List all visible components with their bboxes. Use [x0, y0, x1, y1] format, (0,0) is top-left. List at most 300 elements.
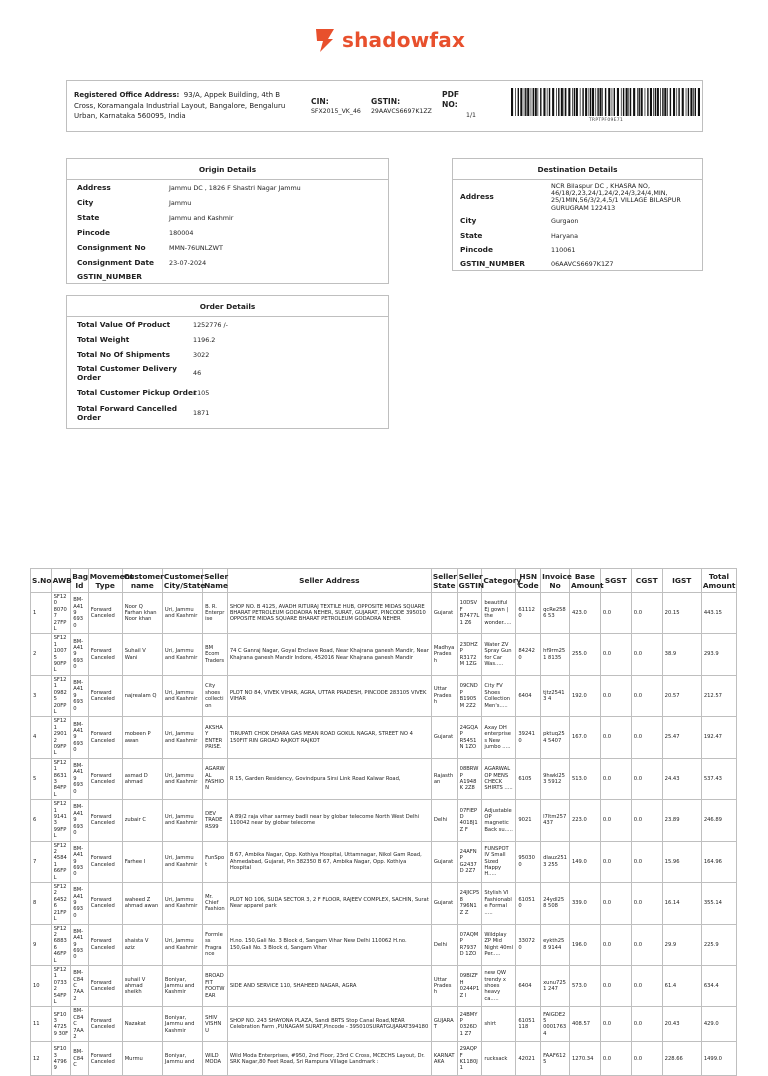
table-cell: Uri, Jammu and Kashmir	[162, 758, 202, 799]
table-cell: 429.0	[701, 1007, 736, 1042]
table-cell: 24.43	[662, 758, 701, 799]
barcode-bar	[605, 88, 606, 116]
table-row	[31, 1007, 737, 1042]
barcode-bar	[511, 88, 513, 116]
table-cell: R 15, Garden Residency, Govindpura Sirsi Link Road Kalwar Road,	[227, 758, 431, 799]
barcode-bar	[637, 88, 638, 116]
barcode-bar	[612, 88, 613, 116]
table-cell: Murmu	[122, 1042, 162, 1076]
table-cell: 61.4	[662, 965, 701, 1006]
table-cell: Forward Canceled	[88, 758, 122, 799]
table-cell: SF120 80707 27FPL	[51, 593, 71, 634]
table-cell: 6404	[516, 675, 541, 716]
barcode-bar	[590, 88, 591, 116]
table-cell: 167.0	[569, 717, 600, 758]
table-cell: 6	[31, 800, 52, 841]
destination-value: Haryana	[551, 232, 579, 240]
origin-value: 180004	[169, 229, 194, 237]
table-cell: 0.0	[631, 717, 662, 758]
table-row	[31, 758, 737, 799]
table-cell: Forward Canceled	[88, 634, 122, 675]
table-cell: rucksack	[482, 1042, 516, 1076]
table-cell: 228.66	[662, 1042, 701, 1076]
column-header: HSN Code	[516, 569, 541, 593]
barcode-bar	[673, 88, 675, 116]
barcode-bar	[547, 88, 548, 116]
table-cell: Wild Moda Enterprises, #950, 2nd Floor, 23rd C Cross, MCECHS Layout, Dr. SRK Nagar,80 Feet Road, Sri Rampura Village Landmark :	[227, 1042, 431, 1076]
barcode-bar	[633, 88, 635, 116]
table-cell: Delhi	[431, 800, 457, 841]
table-cell: dlauz2513 255	[541, 841, 570, 882]
table-cell: 3	[31, 675, 52, 716]
table-cell: 20.57	[662, 675, 701, 716]
table-cell: 0.0	[600, 1007, 631, 1042]
table-cell: 25.47	[662, 717, 701, 758]
table-cell: 6105	[516, 758, 541, 799]
table-cell: beautiful Ej gown | the wonder.....	[482, 593, 516, 634]
table-cell: Gujarat	[431, 841, 457, 882]
table-cell: Uri, Jammu and Kashmir	[162, 924, 202, 965]
table-cell: SF122 45841 66FPL	[51, 841, 71, 882]
table-row	[31, 841, 737, 882]
table-cell: 225.9	[701, 924, 736, 965]
barcode-bar	[698, 88, 700, 116]
table-cell: 23.89	[662, 800, 701, 841]
table-cell: AGARWAL FASHION	[203, 758, 228, 799]
table-cell: 0.0	[600, 634, 631, 675]
table-cell: 33072 0	[516, 924, 541, 965]
table-cell: hf9rm251 8135	[541, 634, 570, 675]
table-cell: 355.14	[701, 883, 736, 924]
table-cell: pktuq254 5407	[541, 717, 570, 758]
table-cell: 9hwkl253 5912	[541, 758, 570, 799]
table-row	[31, 924, 737, 965]
table-cell: BM-A419 6930	[71, 883, 89, 924]
table-row	[31, 883, 737, 924]
table-cell: 9021	[516, 800, 541, 841]
table-cell: 0.0	[631, 800, 662, 841]
table-cell: 5	[31, 758, 52, 799]
destination-key: Address	[460, 192, 494, 201]
table-cell: 573.0	[569, 965, 600, 1006]
barcode-bar	[690, 88, 692, 116]
destination-key: City	[460, 216, 477, 225]
barcode-bar	[617, 88, 619, 116]
table-cell: 39241 0	[516, 717, 541, 758]
table-cell: BM-A419 6930	[71, 634, 89, 675]
order-details-title: Order Details	[67, 296, 388, 317]
column-header: SGST	[600, 569, 631, 593]
table-cell: KARNATAKA	[431, 1042, 457, 1076]
gstin-value: 29AAVCS6697K1ZZ	[371, 108, 432, 115]
origin-details-title: Origin Details	[67, 159, 388, 180]
barcode-bar	[597, 88, 598, 116]
table-cell: Forward Canceled	[88, 593, 122, 634]
table-cell: PLOT NO 106, SUDA SECTOR 3, 2 F FLOOR, RAJEEV COMPLEX, SACHIN, Surat Near apparel park	[227, 883, 431, 924]
table-cell: Uri, Jammu and Kashmir	[162, 883, 202, 924]
order-key: Total Weight	[77, 335, 130, 344]
destination-value: NCR Bilaspur DC , KHASRA NO, 46/18/2,23,24/1,24/2,24/3,24/4,MIN, 25/1MIN,56/3/2,4,5/1 VILLAGE BILASPUR GURUGRAM 122413	[551, 182, 681, 212]
barcode-image	[511, 88, 701, 116]
table-cell: 10	[31, 965, 52, 1006]
table-cell: H.no. 150,Gali No. 3 Block d, Sangam Vihar New Delhi 110062 H.no. 150,Gali No. 3 Block d, Sangam Vihar	[227, 924, 431, 965]
table-cell: waheed Z ahmad awan	[122, 883, 162, 924]
table-cell: TIRUPATI CHOK DHARA GAS MEAN ROAD GOKUL NAGAR, STREET NO 4 150FIT RIN GROAD RAJKOT RAJKOT	[227, 717, 431, 758]
table-cell: shirt	[482, 1007, 516, 1042]
table-cell: WILD MODA	[203, 1042, 228, 1076]
table-cell: 212.57	[701, 675, 736, 716]
table-cell: SF122 64526 21FPL	[51, 883, 71, 924]
table-row	[31, 593, 737, 634]
destination-key: State	[460, 231, 483, 240]
table-cell: 1499.0	[701, 1042, 736, 1076]
barcode-bar	[582, 88, 583, 116]
order-key: Total No Of Shipments	[77, 350, 170, 359]
order-value: 1105	[193, 389, 210, 397]
origin-value: Jammu and Kashmir	[169, 214, 234, 222]
table-cell: BM-A419 6930	[71, 800, 89, 841]
table-cell: 0.0	[600, 675, 631, 716]
table-cell: BM Ecom Traders	[203, 634, 228, 675]
table-cell: SF122 68836 46FPL	[51, 924, 71, 965]
table-cell: 29AQPF K1180J1	[457, 1042, 482, 1076]
barcode-bar	[657, 88, 659, 116]
table-cell: BM-C84C 7AA2	[71, 1007, 89, 1042]
origin-key: Pincode	[77, 228, 110, 237]
order-key: Total Forward Cancelled Order	[77, 404, 177, 422]
destination-value: Gurgaon	[551, 217, 579, 225]
barcode-bar	[515, 88, 516, 116]
table-cell: 08BRWP A1948K 2Z8	[457, 758, 482, 799]
table-cell: 0.0	[631, 883, 662, 924]
table-cell: 196.0	[569, 924, 600, 965]
table-cell: 29.9	[662, 924, 701, 965]
table-cell: BM-C84C	[71, 1042, 89, 1076]
table-cell: 192.0	[569, 675, 600, 716]
table-cell: 7	[31, 841, 52, 882]
column-header: Movement Type	[88, 569, 122, 593]
order-value: 1196.2	[193, 336, 216, 344]
destination-value: 06AAVCS6697K1Z7	[551, 260, 614, 268]
table-cell: 0.0	[631, 1042, 662, 1076]
table-cell: B 67, Ambika Nagar, Opp. Kothiya Hospital, Uttamnagar, Nikol Gam Road, Ahmedabad, Gujarat, Pin 382350 B 67, Ambika Nagar, Opp. Kothiya Hospital	[227, 841, 431, 882]
table-cell: SF103 47969	[51, 1042, 71, 1076]
table-cell: Forward Canceled	[88, 841, 122, 882]
table-cell: AKSHAY ENTERPRISE.	[203, 717, 228, 758]
table-cell: 61112 0	[516, 593, 541, 634]
table-cell: SF121 10075 90FPL	[51, 634, 71, 675]
table-cell: A 89/2 raja vihar sarmey badli near by globar telecome North West Delhi 110042 near by globar telecome	[227, 800, 431, 841]
table-cell: Nazakat	[122, 1007, 162, 1042]
barcode-bar	[580, 88, 581, 116]
barcode-bar	[592, 88, 594, 116]
destination-key: GSTIN_NUMBER	[460, 259, 525, 268]
table-cell: Boniyar, Jammu and Kashmir	[162, 1007, 202, 1042]
table-cell: 38.9	[662, 634, 701, 675]
table-cell: 443.15	[701, 593, 736, 634]
table-cell: 255.0	[569, 634, 600, 675]
table-row	[31, 634, 737, 675]
barcode-bar	[664, 88, 666, 116]
barcode-bar	[695, 88, 696, 116]
barcode-bar	[524, 88, 525, 116]
origin-key: City	[77, 198, 94, 207]
table-cell: 2	[31, 634, 52, 675]
table-cell: najrealam Q	[122, 675, 162, 716]
shadowfax-logo	[314, 24, 465, 56]
table-row	[31, 717, 737, 758]
barcode-text: TRPTPF09E71	[588, 118, 624, 123]
table-cell: Uri, Jammu and Kashmir	[162, 717, 202, 758]
table-cell: l7ltm257 437	[541, 800, 570, 841]
table-cell: Boniyar, Jammu and Kashmir	[162, 965, 202, 1006]
table-cell: SF121 09825 20FPL	[51, 675, 71, 716]
table-cell: Adjustable OP magnetic Back su.....	[482, 800, 516, 841]
table-cell: Madhya Pradesh	[431, 634, 457, 675]
barcode-bar	[525, 88, 526, 116]
barcode-bar	[623, 88, 624, 116]
barcode-bar	[565, 88, 566, 116]
order-details-table	[66, 295, 389, 429]
order-value: 3022	[193, 351, 210, 359]
barcode-bar	[549, 88, 550, 116]
barcode-bar	[608, 88, 610, 116]
table-row	[31, 800, 737, 841]
table-cell: new QW trendy x shoes heavy ca.....	[482, 965, 516, 1006]
barcode-bar	[688, 88, 689, 116]
cin-label: CIN:	[311, 97, 329, 106]
table-cell: Uri, Jammu and Kashmir	[162, 593, 202, 634]
table-cell: Uri, Jammu and Kashmir	[162, 675, 202, 716]
table-row	[31, 965, 737, 1006]
table-cell: SIDE AND SERVICE 110, SHAHEED NAGAR, AGRA	[227, 965, 431, 1006]
column-header: S.No	[31, 569, 52, 593]
barcode-bar	[682, 88, 684, 116]
table-cell: 0.0	[600, 841, 631, 882]
table-cell: Forward Canceled	[88, 1042, 122, 1076]
order-key: Total Customer Pickup Order	[77, 388, 197, 397]
cin-block	[311, 97, 361, 117]
table-cell: 61051 118	[516, 1007, 541, 1042]
table-cell: Forward Canceled	[88, 675, 122, 716]
table-cell: 9	[31, 924, 52, 965]
table-cell: 149.0	[569, 841, 600, 882]
column-header: Customer City/State	[162, 569, 202, 593]
barcode-bar	[576, 88, 578, 116]
table-cell: SF121 07332 54FPL	[51, 965, 71, 1006]
table-cell: Farhee I	[122, 841, 162, 882]
table-row	[31, 675, 737, 716]
table-cell: 24ydl258 508	[541, 883, 570, 924]
barcode-bar	[621, 88, 622, 116]
origin-value: 23-07-2024	[169, 259, 207, 267]
table-cell: 61051 0	[516, 883, 541, 924]
column-header: Customer name	[122, 569, 162, 593]
barcode-bar	[556, 88, 557, 116]
origin-key: Address	[77, 183, 111, 192]
table-cell: 07FIEPD 4018J1Z F	[457, 800, 482, 841]
origin-key: Consignment No	[77, 243, 146, 252]
table-cell: 12	[31, 1042, 52, 1076]
table-cell: 423.0	[569, 593, 600, 634]
order-value: 46	[193, 369, 202, 377]
table-cell: 8	[31, 883, 52, 924]
barcode-bar	[531, 88, 532, 116]
table-cell: FunSpot	[203, 841, 228, 882]
table-cell: 74 C Ganraj Nagar, Goyal Enclave Road, Near Khajrana ganesh Mandir, Near Khajrana ganesh Mandir Indore, 452016 Near Khajrana ganesh Mandir	[227, 634, 431, 675]
order-value: 1871	[193, 409, 210, 417]
table-cell: BM-A419 6930	[71, 675, 89, 716]
registered-office-address	[74, 90, 299, 122]
table-cell: 0.0	[600, 717, 631, 758]
table-cell: 0.0	[600, 965, 631, 1006]
barcode-bar	[630, 88, 631, 116]
table-cell: tjtz25413 4	[541, 675, 570, 716]
table-cell: Noor Q Farhan khan Noor khan	[122, 593, 162, 634]
table-cell: Forward Canceled	[88, 800, 122, 841]
table-cell: 23DHZP R3172M 1ZG	[457, 634, 482, 675]
table-cell: GUJARAT	[431, 1007, 457, 1042]
table-cell: 1	[31, 593, 52, 634]
origin-key: State	[77, 213, 100, 222]
column-header: AWB	[51, 569, 71, 593]
table-cell: FAAF6125	[541, 1042, 570, 1076]
table-cell: Formless Fragrance	[203, 924, 228, 965]
column-header: IGST	[662, 569, 701, 593]
barcode-bar	[653, 88, 654, 116]
barcode-bar	[538, 88, 539, 116]
table-cell: 11	[31, 1007, 52, 1042]
table-cell: Gujarat	[431, 883, 457, 924]
cin-value: SFX2015_VK_46	[311, 108, 361, 115]
table-cell: SHOP NO. B 4125, AVADH RITURAJ TEXTILE HUB, OPPOSITE MIDAS SQUARE BHARAT PETROLEUM GODADRA NEHER, SURAT, GUJARAT, PINCODE 395010 OPPOSITE MIDAS SQUARE BHARAT PETROLEUM GODADRA NEHER	[227, 593, 431, 634]
table-cell: Forward Canceled	[88, 965, 122, 1006]
barcode-bar	[650, 88, 652, 116]
barcode-bar	[628, 88, 629, 116]
barcode-bar	[543, 88, 545, 116]
barcode-bar	[520, 88, 522, 116]
table-cell: Mr. Chief Fashion	[203, 883, 228, 924]
items-body	[31, 593, 737, 1076]
column-header: Seller GSTIN	[457, 569, 482, 593]
pdf-block	[442, 90, 476, 121]
gstin-block	[371, 97, 432, 117]
order-value: 1252776 /-	[193, 321, 228, 329]
table-cell: SF103 47259 30F	[51, 1007, 71, 1042]
table-cell: 293.9	[701, 634, 736, 675]
barcode-bar	[568, 88, 570, 116]
table-cell: 16.14	[662, 883, 701, 924]
table-cell: BROAD FIT FOOTWEAR	[203, 965, 228, 1006]
column-header: Category	[482, 569, 516, 593]
table-cell: 537.43	[701, 758, 736, 799]
table-cell: Wildplay ZP Mid Night 40ml Per.....	[482, 924, 516, 965]
barcode-bar	[645, 88, 646, 116]
table-cell: zubair C	[122, 800, 162, 841]
table-cell: 24JICP58 796N1Z Z	[457, 883, 482, 924]
table-cell: 634.4	[701, 965, 736, 1006]
brand-name: shadowfax	[342, 28, 466, 52]
table-cell: xunu7251 247	[541, 965, 570, 1006]
barcode-bar	[639, 88, 640, 116]
table-cell: 0.0	[631, 924, 662, 965]
table-cell: 0.0	[600, 924, 631, 965]
barcode-bar	[676, 88, 677, 116]
table-cell: 0.0	[631, 593, 662, 634]
table-cell: Forward Canceled	[88, 924, 122, 965]
table-cell: Uttar Pradesh	[431, 965, 457, 1006]
table-cell: Gujarat	[431, 593, 457, 634]
table-cell: asmad D ahmad	[122, 758, 162, 799]
table-cell: 0.0	[631, 1007, 662, 1042]
table-cell: 09CNDP B1905M 2Z2	[457, 675, 482, 716]
column-header: Base Amount	[569, 569, 600, 593]
table-cell: 95030 0	[516, 841, 541, 882]
column-header: CGST	[631, 569, 662, 593]
table-cell: 6404	[516, 965, 541, 1006]
barcode-bar	[647, 88, 648, 116]
table-cell: 0.0	[631, 675, 662, 716]
table-cell: Delhi	[431, 924, 457, 965]
barcode-bar	[678, 88, 679, 116]
table-cell: qcRe2586 53	[541, 593, 570, 634]
barcode-bar	[600, 88, 602, 116]
table-cell: BM-C84C 7AA2	[71, 965, 89, 1006]
table-cell: Uri, Jammu and Kashmir	[162, 800, 202, 841]
origin-key: GSTIN_NUMBER	[77, 272, 142, 281]
table-cell: 0.0	[631, 634, 662, 675]
origin-value: MMN-76UNLZWT	[169, 244, 223, 252]
table-cell: 0.0	[600, 758, 631, 799]
table-cell: Forward Canceled	[88, 717, 122, 758]
table-cell: 408.57	[569, 1007, 600, 1042]
table-cell: eykth258 9144	[541, 924, 570, 965]
table-cell: SHIV VISHNU	[203, 1007, 228, 1042]
table-cell: Forward Canceled	[88, 1007, 122, 1042]
barcode-bar	[535, 88, 537, 116]
table-cell: AGARWAL OP MENS CHECK SHIRTS .....	[482, 758, 516, 799]
table-cell: Axay DH enterprises New jumbo .....	[482, 717, 516, 758]
table-cell: FUNSPOT IV Small Sized Happy H.....	[482, 841, 516, 882]
order-key: Total Customer Delivery Order	[77, 364, 177, 382]
gstin-label: GSTIN:	[371, 97, 401, 106]
table-cell: 07AQMP R7937D 1ZO	[457, 924, 482, 965]
table-cell: Suhail V Wani	[122, 634, 162, 675]
barcode-bar	[561, 88, 563, 116]
table-cell: 0.0	[631, 841, 662, 882]
table-cell: SF121 86313 84FPL	[51, 758, 71, 799]
table-cell: shaista V aziz	[122, 924, 162, 965]
table-cell: SF121 91413 99FPL	[51, 800, 71, 841]
barcode-bar	[626, 88, 628, 116]
table-cell: BM-A419 6930	[71, 758, 89, 799]
pdf-value: 1/1	[466, 112, 476, 119]
column-header: Total Amount	[701, 569, 736, 593]
origin-key: Consignment Date	[77, 258, 154, 267]
destination-details-table	[452, 158, 703, 271]
barcode-bar	[670, 88, 671, 116]
table-cell: 192.47	[701, 717, 736, 758]
registered-office-header	[66, 80, 703, 132]
table-cell: Water ZV Spray Gun for Car Was.....	[482, 634, 516, 675]
table-cell: BM-A419 6930	[71, 841, 89, 882]
table-cell: 10DSVF B7477L1 Z6	[457, 593, 482, 634]
barcode-bar	[602, 88, 603, 116]
table-cell: 223.0	[569, 800, 600, 841]
table-cell: mobeen P awan	[122, 717, 162, 758]
table-cell: 0.0	[600, 883, 631, 924]
barcode-bar	[595, 88, 596, 116]
